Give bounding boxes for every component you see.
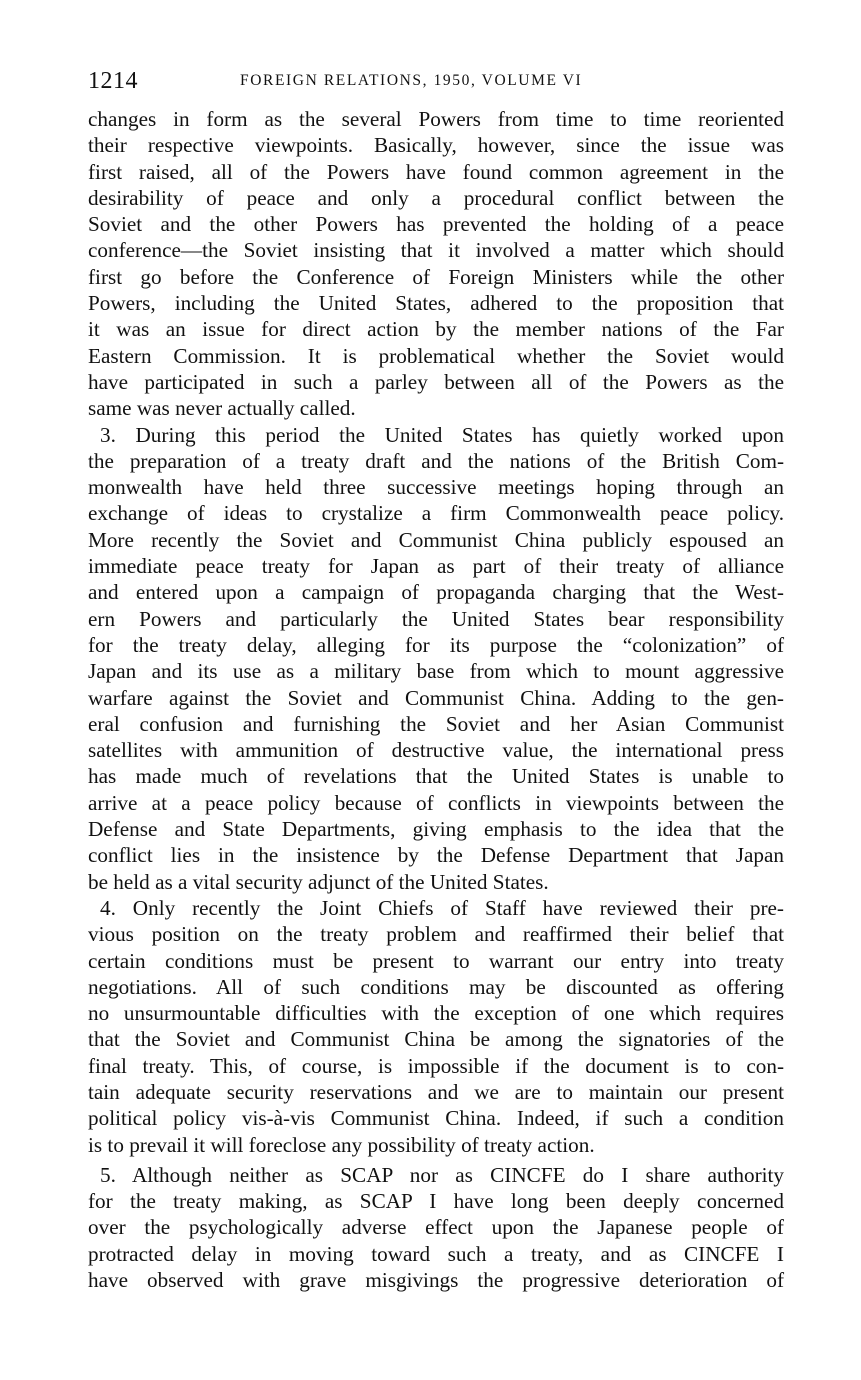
text-line: no unsurmountable difficulties with the exception of one which requires	[88, 1001, 784, 1026]
paragraph-4	[88, 1162, 784, 1293]
text-line: their respective viewpoints. Basically, however, since the issue was	[88, 133, 784, 158]
text-line: ern Powers and particularly the United States bear responsibility	[88, 606, 784, 631]
running-title: FOREIGN RELATIONS, 1950, VOLUME VI	[240, 72, 583, 89]
body-text	[88, 106, 784, 1293]
text-line: changes in form as the several Powers from time to time reoriented	[88, 107, 784, 131]
paragraph-3	[88, 895, 784, 1158]
text-line: Eastern Commission. It is problematical whether the Soviet would	[88, 343, 784, 368]
text-line: same was never actually called.	[88, 396, 356, 421]
text-line: for the treaty delay, alleging for its purpose the “colonization” of	[88, 632, 784, 657]
paragraph-2	[88, 422, 784, 895]
text-line: 5. Although neither as SCAP nor as CINCFE do I share authority	[100, 1162, 784, 1187]
text-line: have participated in such a parley between all of the Powers as the	[88, 369, 784, 394]
text-line: it was an issue for direct action by the member nations of the Far	[88, 317, 784, 342]
text-line: vious position on the treaty problem and reaffirmed their belief that	[88, 922, 784, 947]
text-line: have observed with grave misgivings the progressive deterioration of	[88, 1268, 784, 1293]
text-line: Japan and its use as a military base from which to mount aggressive	[88, 659, 784, 684]
text-line: that the Soviet and Communist China be among the signatories of the	[88, 1027, 784, 1052]
text-line: is to prevail it will foreclose any possibility of treaty action.	[88, 1132, 595, 1157]
text-line: over the psychologically adverse effect upon the Japanese people of	[88, 1215, 784, 1240]
text-line: satellites with ammunition of destructive value, the international press	[88, 738, 784, 763]
text-line: conference—the Soviet insisting that it involved a matter which should	[88, 238, 784, 263]
text-line: certain conditions must be present to warrant our entry into treaty	[88, 948, 784, 973]
text-line: first raised, all of the Powers have found common agreement in the	[88, 159, 784, 184]
text-line: Defense and State Departments, giving emphasis to the idea that the	[88, 817, 784, 842]
text-line: immediate peace treaty for Japan as part of their treaty of alliance	[88, 554, 784, 579]
text-line: and entered upon a campaign of propaganda charging that the West-	[88, 580, 784, 605]
text-line: eral confusion and furnishing the Soviet and her Asian Communist	[88, 711, 784, 736]
text-line: 4. Only recently the Joint Chiefs of Staff have reviewed their pre-	[100, 895, 784, 920]
text-line: arrive at a peace policy because of conflicts in viewpoints between the	[88, 790, 784, 815]
text-line: first go before the Conference of Foreign Ministers while the other	[88, 264, 784, 289]
text-line: the preparation of a treaty draft and the nations of the British Com-	[88, 448, 784, 473]
text-line: 3. During this period the United States has quietly worked upon	[100, 422, 784, 447]
text-line: conflict lies in the insistence by the Defense Department that Japan	[88, 843, 784, 868]
running-header	[88, 62, 784, 106]
text-line: tain adequate security reservations and we are to maintain our present	[88, 1079, 784, 1104]
text-line: Powers, including the United States, adhered to the proposition that	[88, 291, 784, 316]
text-line: be held as a vital security adjunct of the United States.	[88, 869, 549, 894]
text-line: More recently the Soviet and Communist China publicly espoused an	[88, 527, 784, 552]
page-number: 1214	[88, 68, 138, 94]
text-line: protracted delay in moving toward such a treaty, and as CINCFE I	[88, 1241, 784, 1266]
paragraph-1	[88, 106, 784, 422]
text-line: negotiations. All of such conditions may be discounted as offering	[88, 974, 784, 999]
text-line: exchange of ideas to crystalize a firm Commonwealth peace policy.	[88, 501, 784, 526]
text-line: monwealth have held three successive meetings hoping through an	[88, 475, 784, 500]
text-line: Soviet and the other Powers has prevented the holding of a peace	[88, 212, 784, 237]
document-page	[88, 62, 784, 1293]
text-line: has made much of revelations that the United States is unable to	[88, 764, 784, 789]
text-line: political policy vis-à-vis Communist China. Indeed, if such a condition	[88, 1106, 784, 1131]
text-line: final treaty. This, of course, is impossible if the document is to con-	[88, 1053, 784, 1078]
text-line: desirability of peace and only a procedural conflict between the	[88, 185, 784, 210]
text-line: for the treaty making, as SCAP I have long been deeply concerned	[88, 1189, 784, 1214]
text-line: warfare against the Soviet and Communist China. Adding to the gen-	[88, 685, 784, 710]
